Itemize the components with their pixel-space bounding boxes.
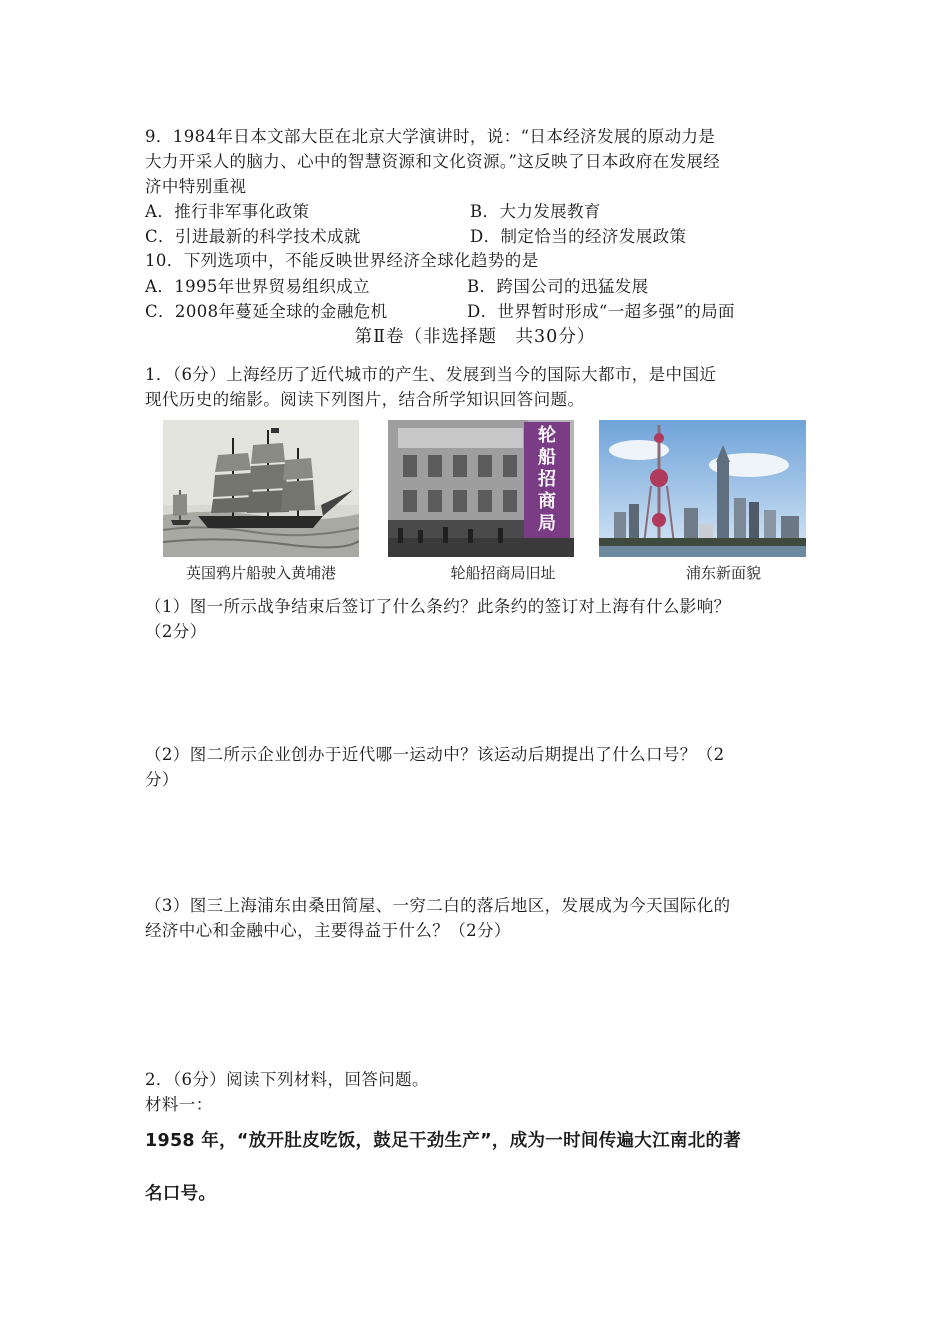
q1-stem-line1: 1．（6分）上海经历了近代城市的产生、发展到当今的国际大都市，是中国近 [145, 365, 717, 384]
opium-ship-image [163, 420, 359, 557]
sign-char: 轮 [538, 425, 556, 446]
q10-option-c: C．2008年蔓延全球的金融危机 [145, 302, 388, 321]
q2-material-line1: 1958 年，“放开肚皮吃饭，鼓足干劲生产”，成为一时间传遍大江南北的著 [145, 1131, 742, 1151]
sign-char: 局 [538, 513, 556, 534]
q10-stem: 10．下列选项中，不能反映世界经济全球化趋势的是 [145, 251, 539, 270]
caption-merchants-building: 轮船招商局旧址 [450, 564, 556, 582]
q1-sub1-line1: （1）图一所示战争结束后签订了什么条约？此条约的签订对上海有什么影响？ [145, 597, 731, 616]
q10-option-d: D．世界暂时形成“一超多强”的局面 [467, 302, 735, 321]
q10-option-a: A．1995年世界贸易组织成立 [145, 277, 370, 296]
caption-pudong: 浦东新面貌 [685, 564, 761, 582]
q1-sub3-line2: 经济中心和金融中心，主要得益于什么？（2分） [145, 921, 511, 940]
q9-option-d: D．制定恰当的经济发展政策 [470, 227, 687, 246]
pudong-skyline-image [599, 420, 806, 557]
q2-material-line2: 名口号。 [145, 1184, 217, 1204]
china-merchants-building-image [388, 420, 574, 557]
q9-option-c: C．引进最新的科学技术成就 [145, 227, 361, 246]
sign-char: 招 [538, 469, 556, 490]
q1-sub1-line2: （2分） [145, 622, 207, 641]
q1-stem-line2: 现代历史的缩影。阅读下列图片，结合所学知识回答问题。 [145, 390, 585, 409]
q2-stem: 2．（6分）阅读下列材料，回答问题。 [145, 1070, 429, 1089]
q9-stem-line1: 9．1984年日本文部大臣在北京大学演讲时，说：“日本经济发展的原动力是 [145, 127, 716, 146]
q1-sub2-line1: （2）图二所示企业创办于近代哪一运动中？该运动后期提出了什么口号？（2 [145, 745, 725, 764]
sign-char: 船 [538, 447, 556, 468]
q2-material-label: 材料一： [145, 1095, 213, 1114]
q9-stem-line3: 济中特别重视 [145, 177, 247, 196]
q9-option-a: A．推行非军事化政策 [145, 202, 310, 221]
section-title: 第Ⅱ卷（非选择题 共30分） [354, 327, 596, 347]
sign-char: 商 [538, 491, 556, 512]
caption-opium-ship: 英国鸦片船驶入黄埔港 [185, 564, 336, 582]
q1-sub2-line2: 分） [145, 770, 179, 789]
q9-option-b: B．大力发展教育 [470, 202, 601, 221]
q1-sub3-line1: （3）图三上海浦东由桑田简屋、一穷二白的落后地区，发展成为今天国际化的 [145, 896, 731, 915]
merchants-sign [524, 422, 570, 538]
q9-stem-line2: 大力开采人的脑力、心中的智慧资源和文化资源。”这反映了日本政府在发展经 [145, 152, 721, 171]
q10-option-b: B．跨国公司的迅猛发展 [467, 277, 649, 296]
